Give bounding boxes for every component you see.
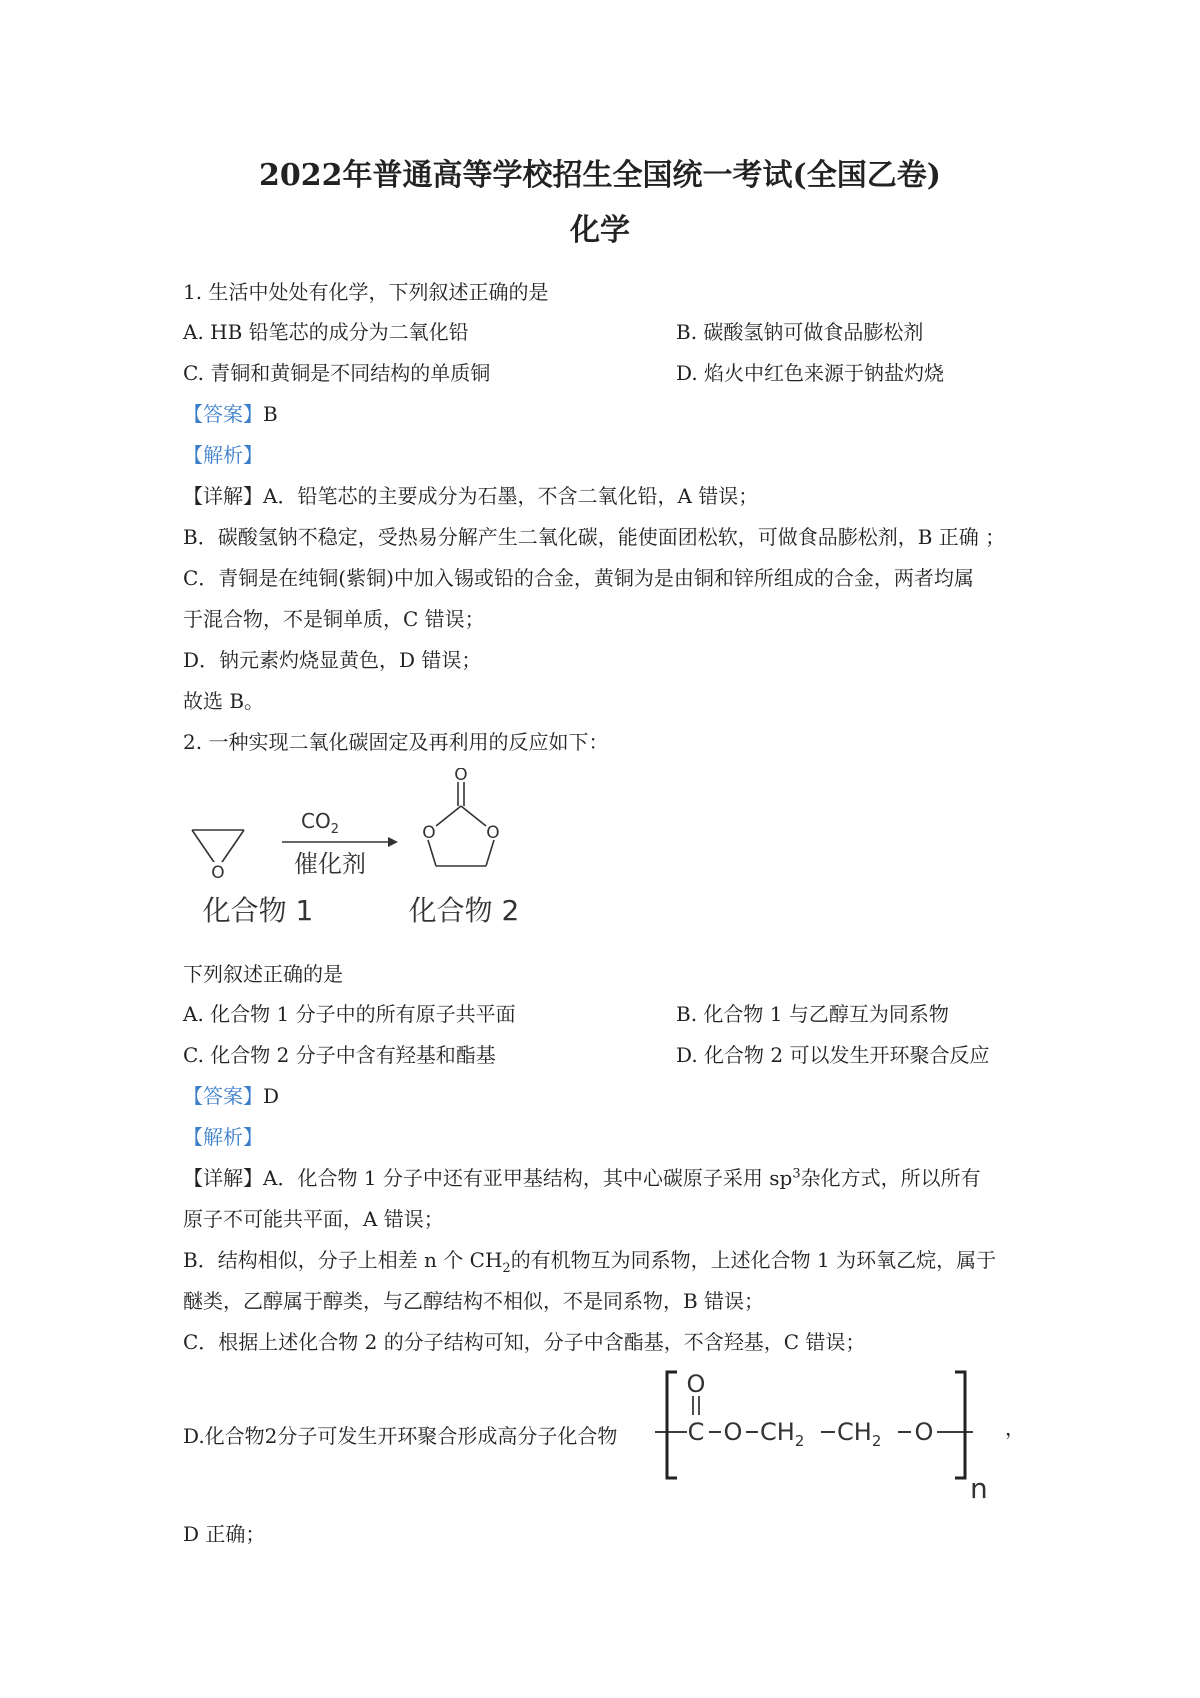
polymer-structure — [655, 1362, 1035, 1502]
q2-detail-c: C．根据上述化合物 2 的分子结构可知，分子中含酯基，不含羟基，C 错误； — [183, 1330, 866, 1354]
q1-option-b: B. 碳酸氢钠可做食品膨松剂 — [676, 320, 924, 344]
left-bracket — [667, 1372, 677, 1478]
compound-1-label: 化合物 1 — [202, 894, 314, 927]
q1-detail-a-text: A．铅笔芯的主要成分为石墨，不含二氧化铅，A 错误； — [263, 484, 759, 508]
reagent-co2: $CO_2$ — [301, 809, 339, 837]
q1-detail-a — [183, 480, 758, 509]
q2-analysis-tag: 【解析】 — [183, 1125, 263, 1149]
q2-detail-d-end: D 正确； — [183, 1522, 266, 1546]
subject-title: 化学 — [570, 213, 630, 248]
polymer-c: C — [687, 1418, 705, 1446]
q1-stem: 1. 生活中处处有化学，下列叙述正确的是 — [183, 280, 549, 304]
polymer-o2: O — [914, 1418, 934, 1446]
ch2-subscript: 2 — [502, 1261, 511, 1276]
q2-detail-tag: 【详解】 — [183, 1166, 263, 1190]
q2-option-d: D. 化合物 2 可以发生开环聚合反应 — [676, 1043, 990, 1067]
q2-stem: 2. 一种实现二氧化碳固定及再利用的反应如下： — [183, 730, 609, 754]
q2-detail-b1 — [183, 1244, 996, 1276]
q2-answer-tag: 【答案】 — [183, 1084, 263, 1108]
q1-detail-c2: 于混合物，不是铜单质，C 错误； — [183, 607, 485, 631]
q2-detail-a1 — [183, 1162, 981, 1191]
q1-option-c: C. 青铜和黄铜是不同结构的单质铜 — [183, 361, 491, 385]
reaction-arrow — [282, 837, 398, 847]
q1-option-a: A. HB 铅笔芯的成分为二氧化铅 — [183, 320, 469, 344]
q2-detail-a1-post: 杂化方式，所以所有 — [800, 1166, 981, 1190]
q2-detail-d-comma: ， — [1005, 1416, 1025, 1440]
polymer-n: n — [970, 1472, 988, 1502]
q2-detail-a2: 原子不可能共平面，A 错误； — [183, 1207, 444, 1231]
q1-detail-b: B．碳酸氢钠不稳定，受热易分解产生二氧化碳，能使面团松软，可做食品膨松剂，B 正确 ； — [183, 525, 1006, 549]
q2-option-b: B. 化合物 1 与乙醇互为同系物 — [676, 1002, 949, 1026]
q2-detail-b1-post: 的有机物互为同系物，上述化合物 1 为环氧乙烷，属于 — [510, 1248, 997, 1272]
q1-answer-value: B — [263, 402, 278, 426]
q1-answer-tag: 【答案】 — [183, 402, 263, 426]
polymer-ch2-1: $CH_2$ — [760, 1418, 805, 1450]
q1-conclusion: 故选 B。 — [183, 689, 265, 713]
q1-answer — [183, 398, 278, 427]
ring-oxygen-left: O — [422, 823, 436, 843]
reaction-scheme — [180, 768, 560, 928]
q1-analysis-tag: 【解析】 — [183, 443, 263, 467]
catalyst-label: 催化剂 — [294, 850, 366, 878]
compound-2-label: 化合物 2 — [408, 894, 520, 927]
q2-detail-d: D.化合物2分子可发生开环聚合形成高分子化合物 — [183, 1424, 618, 1448]
polymer-ch2-2: $CH_2$ — [837, 1418, 882, 1450]
carbonyl-oxygen: O — [454, 768, 468, 785]
page-title: 2022年普通高等学校招生全国统一考试(全国乙卷) — [259, 158, 941, 193]
ring-oxygen-right: O — [486, 823, 500, 843]
compound-1-structure — [192, 830, 244, 883]
polymer-o-top: O — [686, 1370, 706, 1398]
q1-detail-d: D．钠元素灼烧显黄色，D 错误； — [183, 648, 482, 672]
right-bracket — [955, 1372, 965, 1478]
q1-option-d: D. 焰火中红色来源于钠盐灼烧 — [676, 361, 945, 385]
polymer-o1: O — [723, 1418, 743, 1446]
q1-detail-tag: 【详解】 — [183, 484, 263, 508]
sp3-superscript: 3 — [792, 1166, 801, 1182]
compound-1-oxygen: O — [211, 863, 225, 883]
q2-question: 下列叙述正确的是 — [183, 962, 343, 986]
compound-2-structure — [422, 768, 499, 866]
q2-option-c: C. 化合物 2 分子中含有羟基和酯基 — [183, 1043, 496, 1067]
q1-detail-c1: C．青铜是在纯铜(紫铜)中加入锡或铅的合金，黄铜为是由铜和锌所组成的合金，两者均属 — [183, 566, 974, 590]
q2-answer-value: D — [263, 1084, 280, 1108]
q2-detail-a1-text: A．化合物 1 分子中还有亚甲基结构，其中心碳原子采用 sp — [263, 1166, 793, 1190]
q2-answer — [183, 1080, 279, 1109]
q2-detail-b2: 醚类，乙醇属于醇类，与乙醇结构不相似，不是同系物，B 错误； — [183, 1289, 765, 1313]
q2-detail-b1-pre: B．结构相似，分子上相差 n 个 CH — [183, 1248, 503, 1272]
q2-option-a: A. 化合物 1 分子中的所有原子共平面 — [183, 1002, 516, 1026]
